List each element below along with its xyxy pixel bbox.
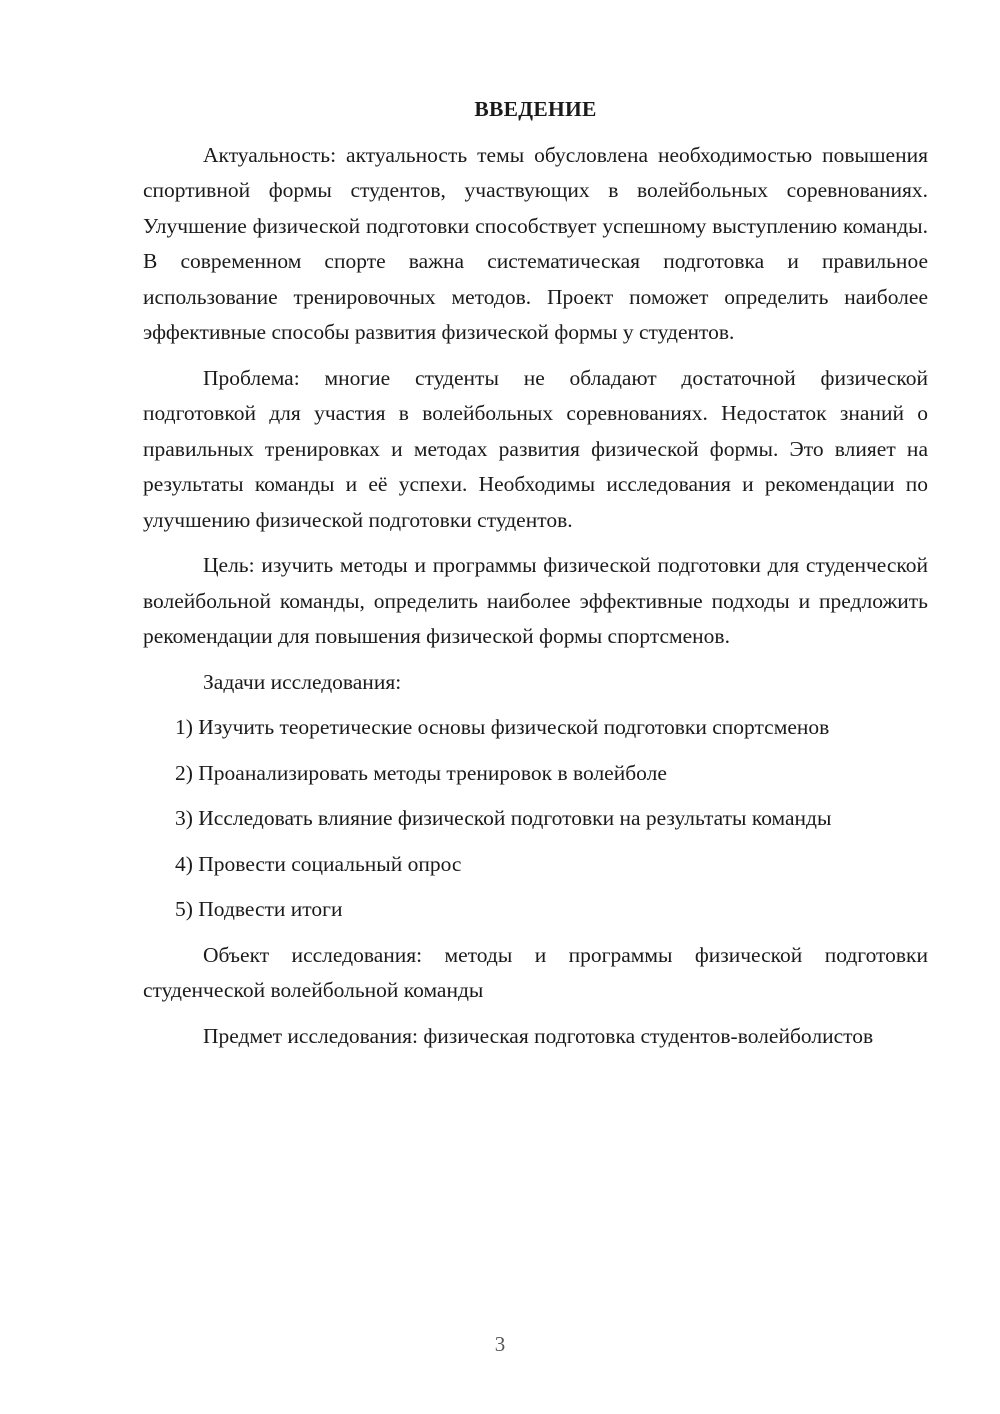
paragraph-problem: Проблема: многие студенты не обладают достаточной физической подготовкой для участия в волейбольных соревнованиях. Недостаток знаний о правильных тренировках и методах развития физической формы. Это влияет на результаты команды и её успехи. Необходимы исследования и рекомендации по улучшению физической подготовки студентов. <box>143 365 928 532</box>
task-item-3: 3) Исследовать влияние физической подготовки на результаты команды <box>175 806 832 830</box>
task-item-1: 1) Изучить теоретические основы физической подготовки спортсменов <box>175 715 830 739</box>
page-number: 3 <box>494 1332 506 1356</box>
document-page <box>143 92 928 1064</box>
paragraph-tasks-heading: Задачи исследования: <box>203 669 402 694</box>
paragraph-relevance: Актуальность: актуальность темы обусловлена необходимостью повышения спортивной формы студентов, участвующих в волейбольных соревнованиях. Улучшение физической подготовки способствует успешному выступлению команды. В современном спорте важна систематическая подготовка и правильное использование тренировочных методов. Проект поможет определить наиболее эффективные способы развития физической формы у студентов. <box>143 142 928 344</box>
paragraph-goal: Цель: изучить методы и программы физической подготовки для студенческой волейбольной команды, определить наиболее эффективные подходы и предложить рекомендации для повышения физической формы спортсменов. <box>143 553 928 648</box>
task-item-5: 5) Подвести итоги <box>175 897 343 921</box>
paragraph-subject: Предмет исследования: физическая подготовка студентов-волейболистов <box>203 1023 874 1048</box>
task-item-2: 2) Проанализировать методы тренировок в волейболе <box>175 760 667 785</box>
paragraph-object: Объект исследования: методы и программы физической подготовки студенческой волейбольной команды <box>143 942 928 1002</box>
task-item-4: 4) Провести социальный опрос <box>175 851 462 876</box>
page-title: ВВЕДЕНИЕ <box>474 97 597 121</box>
